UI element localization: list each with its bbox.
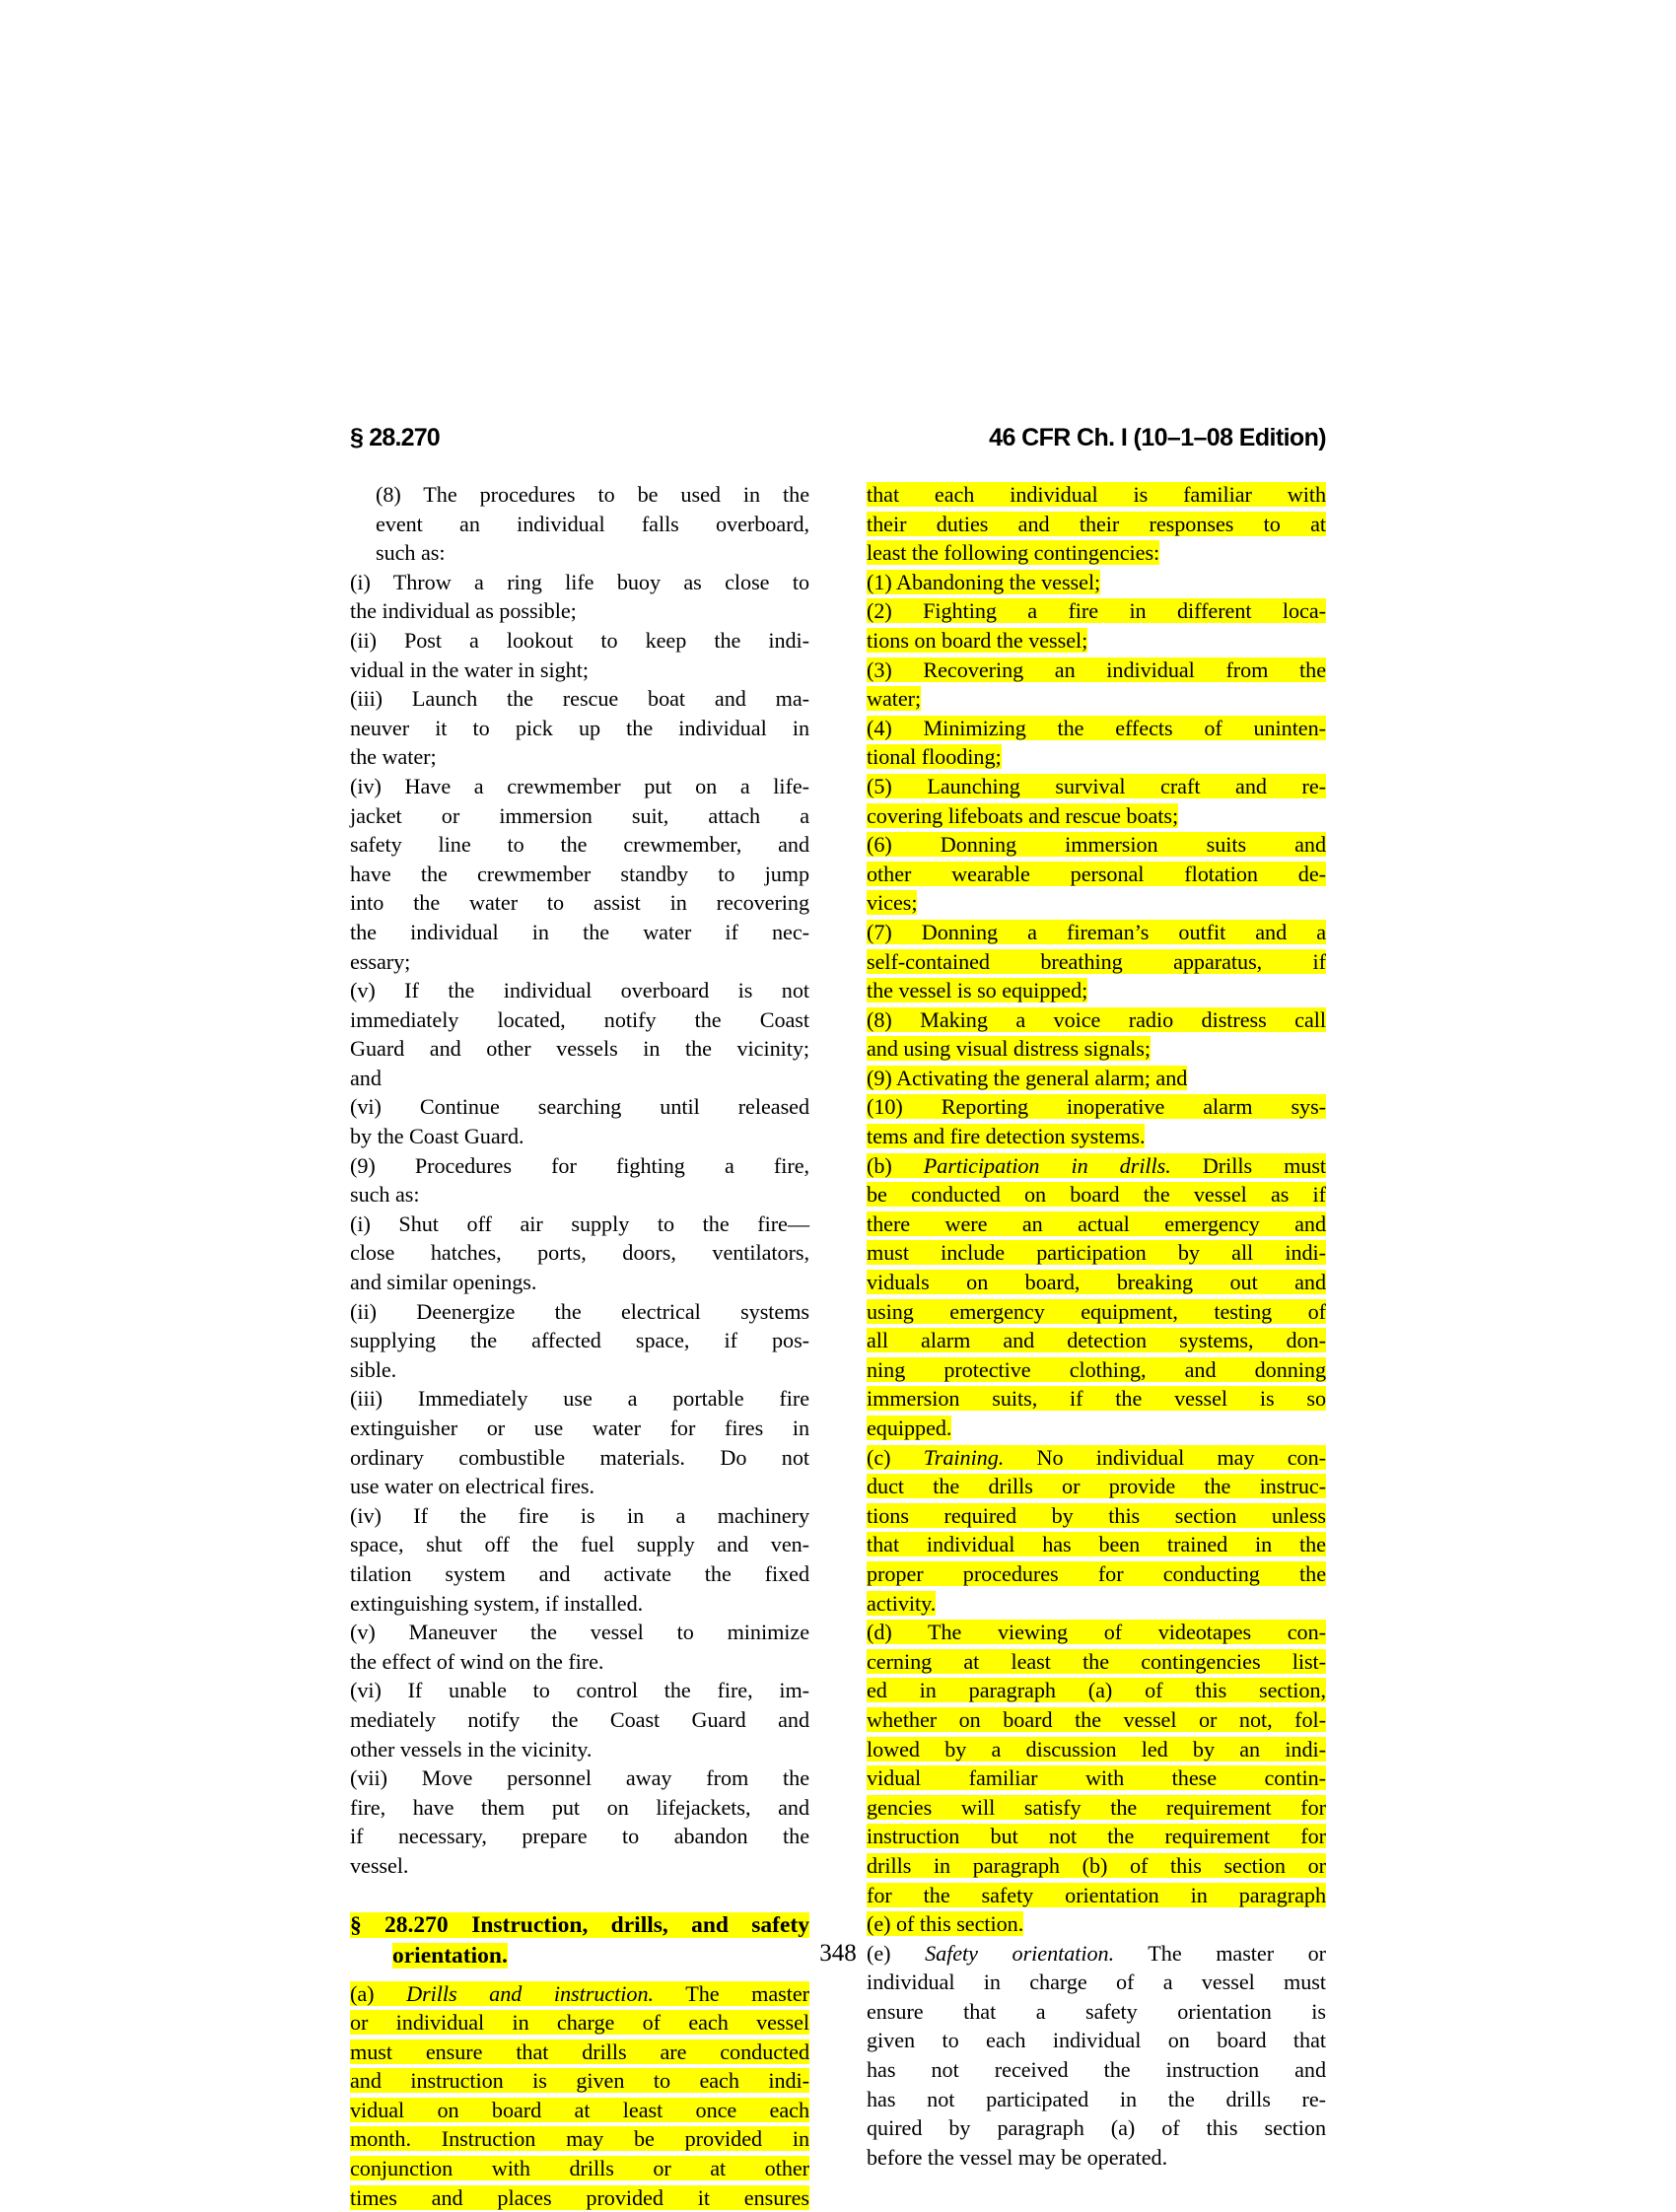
text-line: month. Instruction may be provided in (350, 2126, 809, 2151)
text-line: has not received the instruction and (867, 2055, 1326, 2085)
text-line: fire, have them put on lifejackets, and (350, 1793, 809, 1823)
text-line: activity. (867, 1591, 936, 1616)
text-line: self-contained breathing apparatus, if (867, 949, 1326, 974)
text-line: immersion suits, if the vessel is so (867, 1386, 1326, 1411)
text-line: that individual has been trained in the (867, 1532, 1326, 1556)
text-line: using emergency equipment, testing of (867, 1299, 1326, 1324)
text-line: (i) Throw a ring life buoy as close to (350, 568, 809, 597)
contingency-item-9 (867, 1064, 1326, 1093)
text-line: Drills must (1203, 1153, 1326, 1178)
contingency-item-8 (867, 1005, 1326, 1064)
contingency-item-3 (867, 656, 1326, 714)
paragraph-c-heading: Training. (924, 1445, 1005, 1470)
paragraph-8-v (350, 976, 809, 1092)
contingency-item-1 (867, 568, 1326, 597)
text-line: the effect of wind on the fire. (350, 1647, 809, 1677)
text-line: (iv) If the fire is in a machinery (350, 1501, 809, 1531)
text-line: the vessel is so equipped; (867, 978, 1087, 1002)
text-line: extinguishing system, if installed. (350, 1589, 809, 1619)
text-line: The master (685, 1981, 809, 2006)
paragraph-b-heading: Participation in drills. (924, 1153, 1171, 1178)
paragraph-d (867, 1618, 1326, 1939)
text-line: must include participation by all indi- (867, 1240, 1326, 1265)
text-line: water; (867, 686, 921, 711)
text-line: must ensure that drills are conducted (350, 2039, 809, 2064)
paragraph-8-i (350, 568, 809, 626)
contingency-item-7 (867, 918, 1326, 1005)
text-line: vices; (867, 890, 917, 915)
text-line: other vessels in the vicinity. (350, 1735, 809, 1764)
text-line: tional flooding; (867, 744, 1002, 769)
paragraph-8-iii (350, 684, 809, 772)
paragraph-e (867, 1939, 1326, 2173)
text-line: event an individual falls overboard, (350, 510, 809, 539)
paragraph-8-iv (350, 772, 809, 976)
paragraph-8-vi (350, 1092, 809, 1150)
paragraph-c (867, 1443, 1326, 1619)
text-line: (ii) Deenergize the electrical systems (350, 1297, 809, 1327)
text-line: for the safety orientation in paragraph (867, 1883, 1326, 1907)
paragraph-a-label: (a) (350, 1981, 374, 2006)
text-line: conjunction with drills or at other (350, 2156, 809, 2180)
text-line: least the following contingencies: (867, 540, 1159, 565)
text-line: (6) Donning immersion suits and (867, 832, 1326, 857)
text-line: The master or (1148, 1941, 1326, 1966)
running-header (350, 424, 1326, 452)
text-line: sible. (350, 1355, 809, 1385)
text-line: have the crewmember standby to jump (350, 860, 809, 889)
text-line: (1) Abandoning the vessel; (867, 570, 1100, 594)
text-line: immediately located, notify the Coast (350, 1005, 809, 1035)
text-line: the individual in the water if nec- (350, 918, 809, 947)
text-line: No individual may con- (1037, 1445, 1326, 1470)
paragraph-b (867, 1151, 1326, 1443)
text-line: proper procedures for conducting the (867, 1561, 1326, 1586)
text-line: instruction but not the requirement for (867, 1824, 1326, 1848)
text-line: the water; (350, 742, 809, 772)
paragraph-9-v (350, 1618, 809, 1676)
text-line: use water on electrical fires. (350, 1472, 809, 1501)
text-line: covering lifeboats and rescue boats; (867, 803, 1178, 828)
text-line: tilation system and activate the fixed (350, 1559, 809, 1589)
text-line: mediately notify the Coast Guard and (350, 1705, 809, 1735)
text-line: (iii) Launch the rescue boat and ma- (350, 684, 809, 714)
text-line: their duties and their responses to at (867, 512, 1326, 536)
text-line: ordinary combustible materials. Do not (350, 1443, 809, 1473)
paragraph-9-i (350, 1210, 809, 1297)
text-line: into the water to assist in recovering (350, 888, 809, 918)
text-line: that each individual is familiar with (867, 482, 1326, 507)
text-line: quired by paragraph (a) of this section (867, 2113, 1326, 2143)
paragraph-8-ii (350, 626, 809, 684)
text-line: whether on board the vessel or not, fol- (867, 1707, 1326, 1732)
text-line: tems and fire detection systems. (867, 1124, 1145, 1148)
text-line: (8) The procedures to be used in the (350, 480, 809, 510)
text-line: times and places provided it ensures (350, 2185, 809, 2210)
text-line: (iv) Have a crewmember put on a life- (350, 772, 809, 801)
text-line: (2) Fighting a fire in different loca- (867, 598, 1326, 623)
text-line: gencies will satisfy the requirement for (867, 1795, 1326, 1820)
text-line: viduals on board, breaking out and (867, 1270, 1326, 1294)
text-line: (ii) Post a lookout to keep the indi- (350, 626, 809, 656)
text-line: duct the drills or provide the instruc- (867, 1474, 1326, 1498)
paragraph-9-iv (350, 1501, 809, 1618)
text-line: (i) Shut off air supply to the fire— (350, 1210, 809, 1239)
text-line: (10) Reporting inoperative alarm sys- (867, 1094, 1326, 1119)
text-line: or individual in charge of each vessel (350, 2010, 809, 2035)
text-line: (8) Making a voice radio distress call (867, 1007, 1326, 1032)
text-line: and instruction is given to each indi- (350, 2068, 809, 2093)
text-line: other wearable personal flotation de- (867, 862, 1326, 886)
text-line: extinguisher or use water for fires in (350, 1414, 809, 1443)
text-line: ning protective clothing, and donning (867, 1357, 1326, 1382)
text-line: (9) Activating the general alarm; and (867, 1066, 1187, 1090)
text-line: has not participated in the drills re- (867, 2085, 1326, 2114)
text-line: jacket or immersion suit, attach a (350, 801, 809, 831)
section-heading-number: § 28.270 (350, 1912, 449, 1938)
text-line: tions on board the vessel; (867, 628, 1087, 653)
text-line: (iii) Immediately use a portable fire (350, 1384, 809, 1414)
text-line: before the vessel may be operated. (867, 2143, 1326, 2173)
paragraph-b-label: (b) (867, 1153, 892, 1178)
text-line: cerning at least the contingencies list- (867, 1649, 1326, 1674)
text-line: given to each individual on board that (867, 2026, 1326, 2055)
paragraph-a-heading: Drills and instruction. (406, 1981, 654, 2006)
text-line: (5) Launching survival craft and re- (867, 774, 1326, 798)
text-line: (d) The viewing of videotapes con- (867, 1620, 1326, 1644)
text-line: the individual as possible; (350, 596, 809, 626)
contingency-item-2 (867, 596, 1326, 655)
text-line: vidual in the water in sight; (350, 656, 809, 685)
section-heading-title-line-1: Instruction, drills, and safety (471, 1912, 809, 1938)
text-line: tions required by this section unless (867, 1503, 1326, 1528)
text-line: (vii) Move personnel away from the (350, 1763, 809, 1793)
contingency-item-5 (867, 772, 1326, 830)
text-line: individual in charge of a vessel must (867, 1968, 1326, 1997)
text-line: be conducted on board the vessel as if (867, 1182, 1326, 1207)
text-line: (3) Recovering an individual from the (867, 657, 1326, 682)
text-line: and using visual distress signals; (867, 1036, 1151, 1061)
text-line: and (350, 1064, 809, 1093)
paragraph-9 (350, 1151, 809, 1210)
paragraph-9-vii (350, 1763, 809, 1880)
paragraph-e-label: (e) (867, 1941, 890, 1966)
paragraph-8 (350, 480, 809, 568)
text-line: and similar openings. (350, 1268, 809, 1297)
text-line: ensure that a safety orientation is (867, 1997, 1326, 2027)
text-line: supplying the affected space, if pos- (350, 1326, 809, 1355)
text-line: vidual on board at least once each (350, 2098, 809, 2122)
contingency-item-6 (867, 830, 1326, 918)
text-line: safety line to the crewmember, and (350, 830, 809, 860)
section-heading-title-line-2: orientation. (392, 1943, 508, 1969)
text-line: there were an actual emergency and (867, 1211, 1326, 1236)
text-line: (e) of this section. (867, 1911, 1023, 1936)
header-section-ref: § 28.270 (350, 424, 440, 452)
paragraph-c-label: (c) (867, 1445, 890, 1470)
text-line: (7) Donning a fireman’s outfit and a (867, 920, 1326, 944)
text-line: such as: (350, 538, 809, 568)
text-line: vessel. (350, 1851, 809, 1881)
text-line: (v) Maneuver the vessel to minimize (350, 1618, 809, 1647)
text-line: space, shut off the fuel supply and ven- (350, 1530, 809, 1559)
paragraph-9-vi (350, 1676, 809, 1763)
text-line: by the Coast Guard. (350, 1122, 809, 1151)
header-edition-ref: 46 CFR Ch. I (10–1–08 Edition) (989, 424, 1326, 452)
paragraph-9-ii (350, 1297, 809, 1385)
text-line: ed in paragraph (a) of this section, (867, 1678, 1326, 1702)
text-line: such as: (350, 1180, 809, 1210)
paragraph-a (350, 1979, 809, 2212)
paragraph-a-continued (867, 480, 1326, 568)
text-line: (9) Procedures for fighting a fire, (350, 1151, 809, 1181)
text-line: lowed by a discussion led by an indi- (867, 1737, 1326, 1762)
text-line: (vi) Continue searching until released (350, 1092, 809, 1122)
text-line: equipped. (867, 1416, 951, 1440)
contingency-item-10 (867, 1092, 1326, 1150)
paragraph-e-heading: Safety orientation. (925, 1941, 1114, 1966)
text-line: (4) Minimizing the effects of uninten- (867, 716, 1326, 740)
text-line: drills in paragraph (b) of this section or (867, 1853, 1326, 1878)
text-line: if necessary, prepare to abandon the (350, 1822, 809, 1851)
text-line: all alarm and detection systems, don- (867, 1328, 1326, 1352)
text-line: Guard and other vessels in the vicinity; (350, 1034, 809, 1064)
contingency-item-4 (867, 714, 1326, 772)
text-line: vidual familiar with these contin- (867, 1765, 1326, 1790)
text-line: (vi) If unable to control the fire, im- (350, 1676, 809, 1705)
text-line: neuver it to pick up the individual in (350, 714, 809, 743)
page-number: 348 (0, 1940, 1676, 1968)
text-line: essary; (350, 947, 809, 977)
paragraph-9-iii (350, 1384, 809, 1500)
text-line: close hatches, ports, doors, ventilators, (350, 1238, 809, 1268)
text-line: (v) If the individual overboard is not (350, 976, 809, 1005)
